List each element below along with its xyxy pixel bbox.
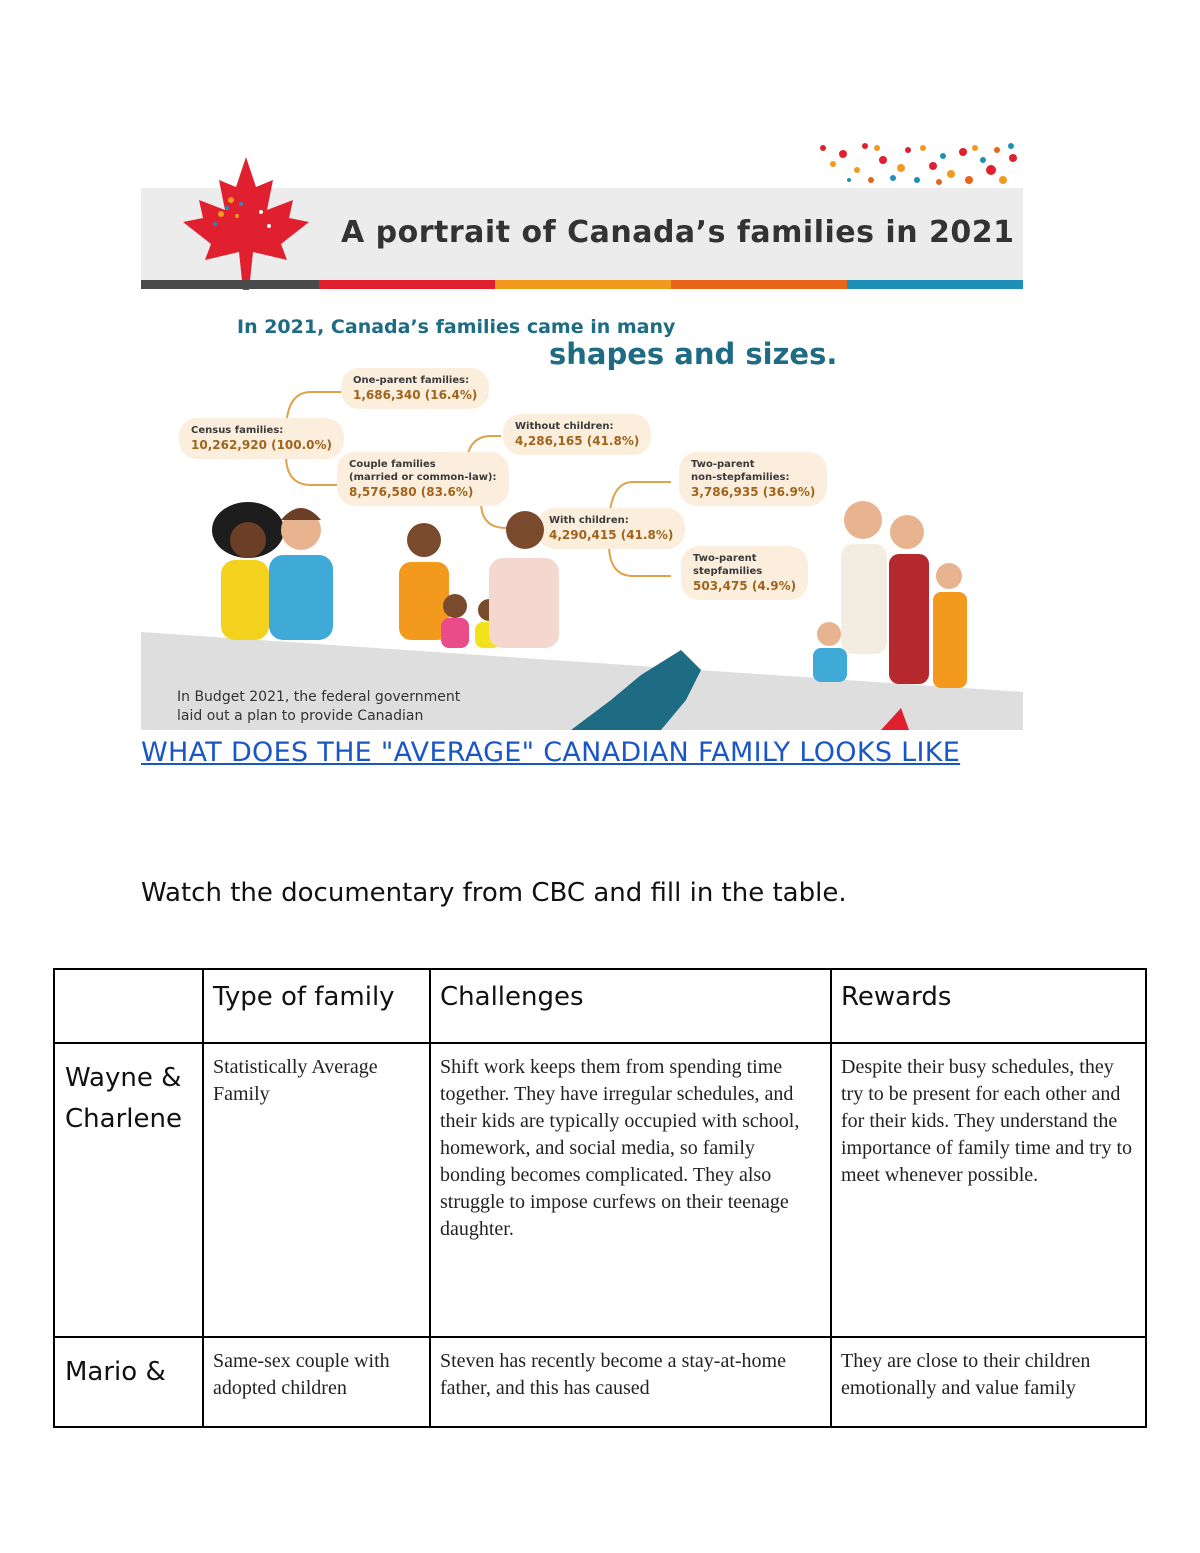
infographic-image: [141, 140, 1023, 730]
family-table: [53, 968, 1147, 1428]
type-cell[interactable]: Statistically Average Family: [203, 1043, 430, 1337]
table-header-row: [54, 969, 1146, 1043]
table-row: [54, 1337, 1146, 1427]
header-rewards: Rewards: [831, 969, 1146, 1043]
infographic-subtitle: In 2021, Canada’s families came in many: [237, 316, 676, 338]
rewards-cell[interactable]: They are close to their children emotionally and value family: [831, 1337, 1146, 1427]
person-illustration: [399, 523, 449, 640]
budget-text: In Budget 2021, the federal government laid out a plan to provide Canadian: [177, 689, 461, 724]
infographic-title: A portrait of Canada’s families in 2021: [341, 215, 1015, 250]
type-cell[interactable]: Same-sex couple with adopted children: [203, 1337, 430, 1427]
node-label: Two-parent non-stepfamilies:: [691, 459, 790, 483]
infographic-subtitle-emphasis: shapes and sizes.: [549, 337, 838, 371]
node-label: Couple families (married or common-law):: [349, 459, 497, 483]
node-value: 8,576,580 (83.6%): [349, 485, 474, 499]
family-name-cell[interactable]: Mario &: [54, 1337, 203, 1427]
node-label: Census families:: [191, 425, 284, 436]
node-value: 3,786,935 (36.9%): [691, 485, 816, 499]
node-value: 4,286,165 (41.8%): [515, 434, 640, 448]
node-value: 1,686,340 (16.4%): [353, 388, 478, 402]
person-illustration: [489, 511, 559, 648]
node-value: 4,290,415 (41.8%): [549, 528, 674, 542]
family-illustration: [141, 140, 1023, 730]
person-illustration: [933, 563, 967, 688]
node-value: 503,475 (4.9%): [693, 579, 797, 593]
header-blank: [54, 969, 203, 1043]
node-label: One-parent families:: [353, 375, 470, 386]
person-illustration: [889, 515, 929, 684]
node-label: Without children:: [515, 421, 614, 432]
header-type-of-family: Type of family: [203, 969, 430, 1043]
instruction-text: Watch the documentary from CBC and fill in the table.: [141, 878, 847, 908]
documentary-link[interactable]: WHAT DOES THE "AVERAGE" CANADIAN FAMILY LOOKS LIKE: [141, 737, 961, 768]
challenges-cell[interactable]: Steven has recently become a stay-at-home father, and this has caused: [430, 1337, 831, 1427]
node-label: Two-parent stepfamilies: [693, 553, 763, 577]
header-challenges: Challenges: [430, 969, 831, 1043]
node-value: 10,262,920 (100.0%): [191, 438, 333, 452]
node-label: With children:: [549, 515, 629, 526]
person-illustration: [841, 501, 887, 654]
challenges-cell[interactable]: Shift work keeps them from spending time together. They have irregular schedules, and their kids are typically occupied with school, homework, and social media, so family bonding becomes complicated. They also struggle to impose curfews on their teenage daughter.: [430, 1043, 831, 1337]
table-row: [54, 1043, 1146, 1337]
person-illustration: [441, 594, 469, 648]
rewards-cell[interactable]: Despite their busy schedules, they try to be present for each other and for their kids. They understand the importance of family time and try to meet whenever possible.: [831, 1043, 1146, 1337]
family-name-cell[interactable]: Wayne & Charlene: [54, 1043, 203, 1337]
